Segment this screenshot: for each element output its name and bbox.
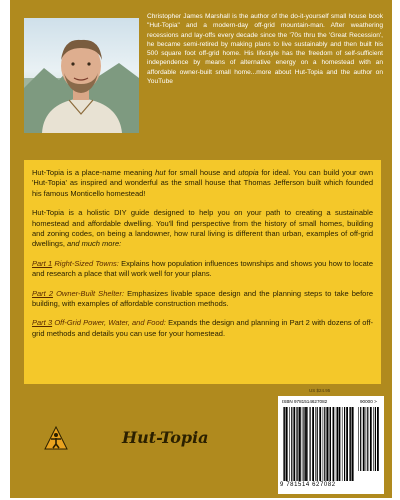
barcode-bar [317, 407, 318, 481]
barcode-bar [302, 407, 303, 481]
part-3-paragraph: Part 3 Off-Grid Power, Water, and Food: Expands the design and planning in Part 2 with dozens of off-grid methods and details you can use for your homestead. [32, 318, 373, 338]
barcode-bar [326, 407, 328, 481]
barcode-bar [324, 407, 325, 481]
barcode-bar [297, 407, 298, 481]
barcode-bar [377, 407, 379, 471]
barcode-bar [303, 407, 304, 481]
author-portrait-graphic [24, 18, 139, 133]
barcode-bar [358, 407, 359, 471]
barcode-bar [363, 407, 365, 471]
isbn-label: ISBN 9781514627082 [282, 399, 328, 404]
author-photo [24, 18, 139, 133]
barcode-bar [344, 407, 345, 481]
author-bio: Christopher James Marshall is the author of the do-it-yourself small house book "Hut-Topia" and a modern-day off-grid mountain-man. After weathering recessions and lay-offs every decade since the '70s thru the 'Great Recession', he became semi-retired by making plans to live sustainably and then built his 500 square foot off-grid home. His lifestyle has the freedom of self-sufficient independence by means of alternative energy on a homestead with an affordable owner-built small home...more about Hut-Topia and the author on YouTube [147, 13, 383, 86]
barcode-bar [296, 407, 297, 481]
barcode-bar [289, 407, 290, 481]
barcode-bar [360, 407, 361, 471]
barcode-bar [293, 407, 295, 481]
barcode-bar [349, 407, 350, 481]
part-2-paragraph: Part 2 Owner-Built Shelter: Emphasizes livable space design and the planning steps to take before building, with examples of affordable construction methods. [32, 288, 373, 309]
barcode-bar [370, 407, 372, 471]
barcode-bar [319, 407, 321, 481]
addon-barcode-bars [358, 407, 380, 471]
barcode-bar [323, 407, 324, 481]
barcode-bar [367, 407, 368, 471]
barcode-bar [336, 407, 337, 481]
intro-paragraph-1: Hut-Topia is a place-name meaning hut for small house and utopia for ideal. You can build your own 'Hut-Topia' as inspired and wonderful as the small house that Thomas Jefferson built which founded his famous Monticello homestead! [32, 168, 373, 198]
barcode-bar [330, 407, 331, 481]
intro-paragraph-2: Hut-Topia is a holistic DIY guide designed to help you on your path to creating a sustainable homestead and affordable dwelling. You'll find perspective from the history of small homes, building and zoning codes, on being a landowner, how rural living is different than urban, examples of off-grid dwellings, and much more: [32, 208, 373, 249]
barcode-bar [312, 407, 314, 481]
barcode-bar [291, 407, 292, 481]
hut-figure-logo-icon [44, 426, 68, 450]
barcode-bar [346, 407, 348, 481]
barcode-bar [283, 407, 284, 481]
barcode-bar [373, 407, 374, 471]
barcode-bar [315, 407, 316, 481]
price-label: US $24.95 [309, 388, 331, 393]
brand-title: Hut-Topia [122, 428, 209, 447]
barcode-bar [375, 407, 376, 471]
part-1-paragraph: Part 1 Right-Sized Towns: Explains how population influences townships and shows you how to locate and research a place that will work well for your plans. [32, 258, 374, 279]
barcode-bar [337, 407, 338, 481]
barcode-bar [352, 407, 354, 481]
addon-code: 90000 > [360, 399, 377, 404]
barcode-bar [350, 407, 351, 481]
barcode-bar [339, 407, 341, 481]
barcode-bar [299, 407, 301, 481]
barcode-bar [284, 407, 285, 481]
back-cover [10, 0, 392, 498]
barcode-bar [305, 407, 307, 481]
barcode-bar [310, 407, 311, 481]
barcode-bars [283, 407, 355, 481]
barcode-bar [366, 407, 367, 471]
barcode-bar [342, 407, 343, 481]
description-panel [24, 160, 381, 384]
barcode-bar [329, 407, 330, 481]
isbn-digits: 9 781514 627082 [280, 482, 336, 488]
barcode-box [278, 396, 384, 494]
barcode-bar [307, 407, 308, 481]
barcode-bar [333, 407, 335, 481]
barcode-bar [286, 407, 288, 481]
